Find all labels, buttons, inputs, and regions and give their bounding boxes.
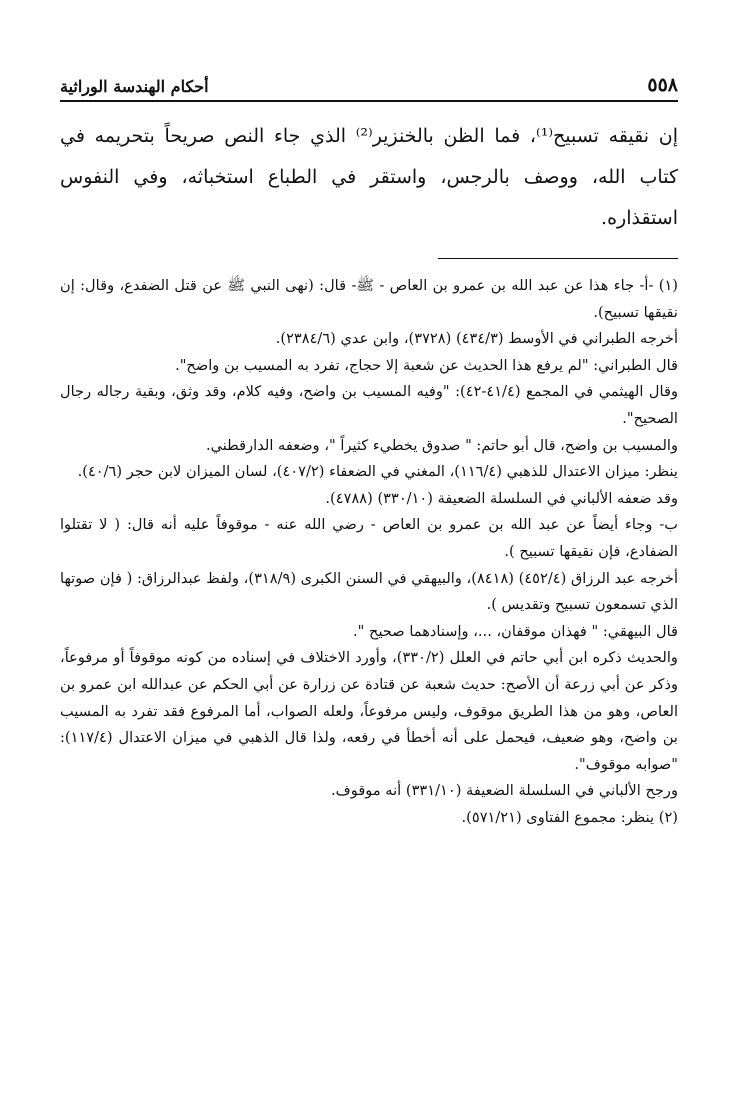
footnote-separator — [438, 258, 678, 259]
footnote-line: ورجح الألباني في السلسلة الضعيفة (٣٣١/١٠) أنه موقوف. — [331, 782, 678, 800]
footnote-line: قال الطبراني: "لم يرفع هذا الحديث عن شعبة إلا حجاج، تفرد به المسيب بن واضح". — [175, 356, 678, 374]
footnote-line: (١) -أ- جاء هذا عن عبد الله بن عمرو بن العاص - ﷺ- قال: (نهى النبي ﷺ عن قتل الضفدع، وقال: إن نقيقها تسبيح). — [60, 277, 678, 321]
footnotes — [60, 273, 678, 831]
page-number: ٥٥٨ — [647, 74, 678, 96]
footnote-line: وقد ضعفه الألباني في السلسلة الضعيفة (٣٣٠/١٠) (٤٧٨٨). — [325, 489, 678, 507]
footnote-line: ينظر: ميزان الاعتدال للذهبي (١١٦/٤)، المغني في الضعفاء (٤٠٧/٢)، لسان الميزان لابن حجر (٤٠/٦). — [77, 463, 678, 481]
main-paragraph: إن نقيقه تسبيح⁽¹⁾، فما الظن بالخنزير⁽²⁾ الذي جاء النص صريحاً بتحريمه في كتاب الله، ووصف بالرجس، واستقر في الطباع استخباثه، وفي النفوس استقذاره. — [60, 125, 678, 229]
footnote-line: أخرجه عبد الرزاق (٤٥٢/٤) (٨٤١٨)، والبيهقي في السنن الكبرى (٣١٨/٩)، ولفظ عبدالرزاق: ( فإن صوتها الذي تسمعون تسبيح وتقديس ). — [60, 569, 678, 614]
footnote-line: وقال الهيثمي في المجمع (٤١/٤-٤٢): "وفيه المسيب بن واضح، وفيه كلام، وقد وثق، وبقية رجاله رجال الصحيح". — [60, 383, 678, 427]
document-page — [60, 66, 678, 1076]
header-rule — [60, 100, 678, 102]
footnote-line: (٢) ينظر: مجموع الفتاوى (٥٧١/٢١). — [461, 808, 678, 826]
footnote-line: قال البيهقي: " فهذان موقفان، ...، وإسنادهما صحيح ". — [353, 622, 678, 640]
footnote-line: أخرجه الطبراني في الأوسط (٤٣٤/٣) (٣٧٢٨)، وابن عدي (٢٣٨٤/٦). — [275, 330, 678, 348]
running-header — [60, 66, 678, 96]
footnote-line: والمسيب بن واضح، قال أبو حاتم: " صدوق يخطيء كثيراً "، وضعفه الدارقطني. — [205, 436, 678, 454]
footnote-line: والحديث ذكره ابن أبي حاتم في العلل (٣٣٠/٢)، وأورد الاختلاف في إسناده من كونه موقوفاً أو مرفوعاً، وذكر عن أبي زرعة أن الأصح: حديث شعبة عن قتادة عن زرارة عن أبي الحكم عن عبدالله ابن عمرو بن العاص، وهو من هذا الطريق موقوف، وليس مرفوعاً، ولعله الصواب، أما المرفوع فقد تفرد به المسيب بن واضح، وهو ضعيف، فيحمل على أنه أخطأ في رفعه، ولذا قال الذهبي في ميزان الاعتدال (١١٧/٤): "صوابه موقوف". — [60, 649, 678, 773]
book-title: أحكام الهندسة الوراثية — [60, 77, 209, 96]
footnote-line: ب- وجاء أيضاً عن عبد الله بن عمرو بن العاص - رضي الله عنه - موقوفاً عليه أنه قال: ( لا تقتلوا الضفادع، فإن نقيقها تسبيح ). — [60, 516, 678, 560]
